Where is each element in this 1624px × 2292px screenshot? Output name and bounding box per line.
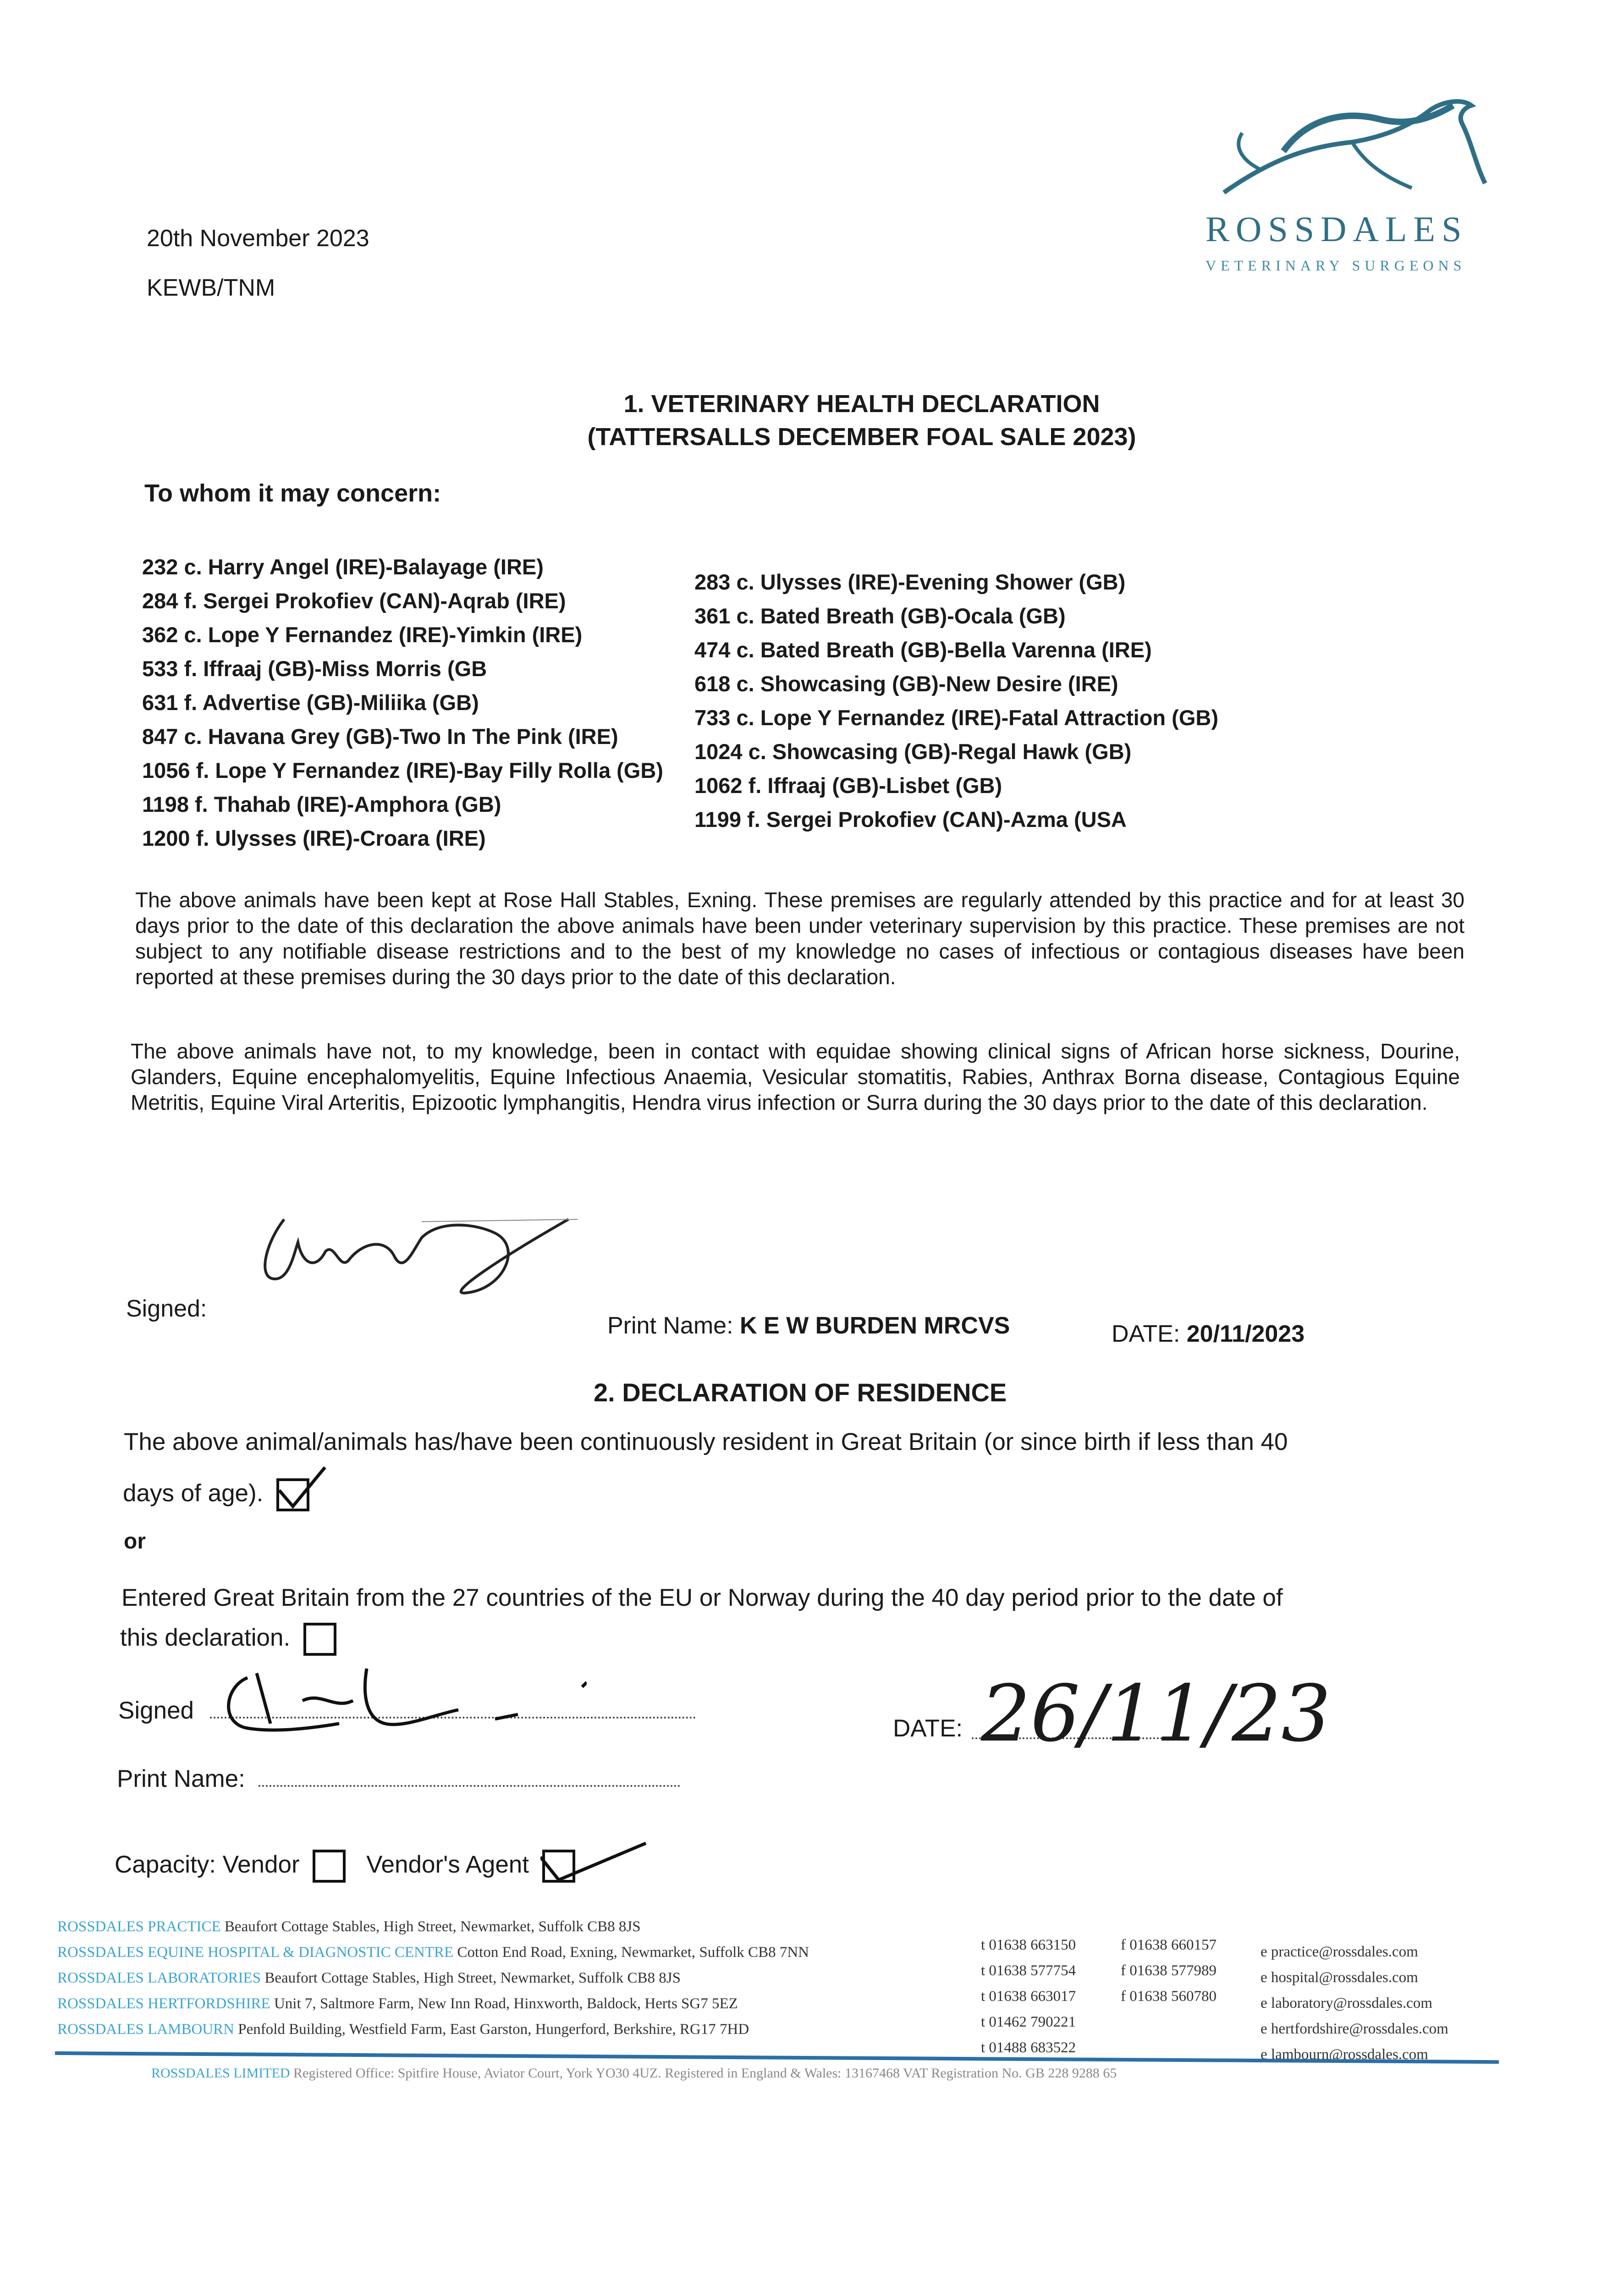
residence-option2-line2: this declaration. (120, 1624, 291, 1651)
footer-email[interactable]: e lambourn@rossdales.com (1261, 2046, 1428, 2063)
vendor-print-name-field[interactable] (259, 1767, 680, 1787)
lot-item: 1198 f. Thahab (IRE)-Amphora (GB) (142, 792, 501, 816)
date-label: DATE: (1112, 1321, 1180, 1347)
vendor-print-name-label: Print Name: (117, 1765, 245, 1792)
lot-item: 533 f. Iffraaj (GB)-Miss Morris (GB (142, 656, 487, 681)
signed-label: Signed: (126, 1295, 207, 1322)
footer-office: ROSSDALES PRACTICE Beaufort Cottage Stables, High Street, Newmarket, Suffolk CB8 8JS (57, 1918, 641, 1935)
footer-tel: t 01638 663150 (981, 1937, 1076, 1953)
footer-email[interactable]: e hospital@rossdales.com (1261, 1969, 1418, 1986)
vendor-date-handwritten: 26/11/23 (981, 1669, 1331, 1759)
or-label: or (124, 1529, 146, 1554)
footer-tel: t 01638 577754 (981, 1962, 1076, 1979)
print-name-value: K E W BURDEN MRCVS (739, 1312, 1010, 1339)
entered-eu-checkbox[interactable] (303, 1623, 336, 1656)
lot-item: 1200 f. Ulysses (IRE)-Croara (IRE) (142, 826, 486, 850)
lot-item: 618 c. Showcasing (GB)-New Desire (IRE) (694, 672, 1118, 696)
vendor-signature-icon (220, 1659, 587, 1737)
print-name-row (607, 1312, 1010, 1339)
lot-item: 1199 f. Sergei Prokofiev (CAN)-Azma (USA (694, 807, 1127, 832)
declaration-date-row (1112, 1320, 1305, 1348)
letter-reference: KEWB/TNM (147, 275, 275, 301)
lot-item: 284 f. Sergei Prokofiev (CAN)-Aqrab (IRE) (142, 589, 566, 613)
lot-item: 631 f. Advertise (GB)-Miliika (GB) (142, 690, 479, 715)
footer-company-line: ROSSDALES LIMITED Registered Office: Spitfire House, Aviator Court, York YO30 4UZ. Registered in England & Wales: 13167468 VAT Registration No. GB 228 9288 65 (151, 2066, 1117, 2081)
checkmark-icon (540, 1839, 650, 1889)
lot-item: 362 c. Lope Y Fernandez (IRE)-Yimkin (IRE) (142, 623, 583, 647)
lots-right-list (694, 565, 1218, 837)
lot-item: 361 c. Bated Breath (GB)-Ocala (GB) (694, 604, 1066, 628)
resident-checkbox[interactable] (276, 1478, 309, 1511)
residence-option1-line2: days of age). (123, 1480, 264, 1507)
vendor-checkbox[interactable] (313, 1850, 346, 1883)
letter-date: 20th November 2023 (147, 225, 369, 252)
section1-title-line1: 1. VETERINARY HEALTH DECLARATION (623, 390, 1100, 418)
footer-email[interactable]: e laboratory@rossdales.com (1261, 1995, 1432, 2011)
print-name-label: Print Name: (607, 1312, 733, 1339)
salutation: To whom it may concern: (144, 479, 441, 507)
footer-telephones (981, 1932, 1076, 2061)
vendors-agent-label: Vendor's Agent (366, 1851, 529, 1878)
footer-office: ROSSDALES LAMBOURN Penfold Building, Westfield Farm, East Garston, Hungerford, Berkshire, RG17 7HD (57, 2021, 749, 2038)
lot-item: 283 c. Ulysses (IRE)-Evening Shower (GB) (694, 570, 1126, 594)
lot-item: 847 c. Havana Grey (GB)-Two In The Pink (IRE) (142, 724, 618, 749)
footer-tel: t 01462 790221 (981, 2014, 1076, 2030)
footer-tel: t 01638 663017 (981, 1988, 1076, 2005)
footer-email[interactable]: e practice@rossdales.com (1261, 1944, 1418, 1960)
lot-item: 232 c. Harry Angel (IRE)-Balayage (IRE) (142, 555, 544, 579)
vet-signature-icon (248, 1201, 578, 1311)
checkmark-icon (270, 1463, 334, 1513)
section2-title: 2. DECLARATION OF RESIDENCE (594, 1378, 1007, 1407)
lots-left-list (142, 550, 663, 855)
lot-item: 1024 c. Showcasing (GB)-Regal Hawk (GB) (694, 739, 1132, 764)
logo-subtitle: VETERINARY SURGEONS (1206, 257, 1466, 274)
section1-title (495, 387, 1228, 453)
footer-fax (1121, 1932, 1217, 2009)
lot-item: 474 c. Bated Breath (GB)-Bella Varenna (IRE) (694, 638, 1152, 662)
footer-email[interactable]: e hertfordshire@rossdales.com (1261, 2021, 1448, 2037)
footer-office: ROSSDALES LABORATORIES Beaufort Cottage Stables, High Street, Newmarket, Suffolk CB8 8JS (57, 1970, 681, 1986)
horse-logo-icon (1215, 92, 1490, 206)
capacity-label: Capacity: Vendor (115, 1851, 300, 1878)
lot-item: 1062 f. Iffraaj (GB)-Lisbet (GB) (694, 773, 1002, 798)
footer-tel: t 01488 683522 (981, 2039, 1076, 2056)
footer-addresses (57, 1914, 809, 2042)
lot-item: 1056 f. Lope Y Fernandez (IRE)-Bay Filly Rolla (GB) (142, 758, 663, 782)
footer-emails (1261, 1939, 1448, 2067)
footer-office: ROSSDALES HERTFORDSHIRE Unit 7, Saltmore Farm, New Inn Road, Hinxworth, Baldock, Herts SG7 5EZ (57, 1995, 738, 2012)
vendor-print-name-row (117, 1765, 680, 1793)
residence-option1-line1: The above animal/animals has/have been continuously resident in Great Britain (or since birth if less than 40 (124, 1428, 1288, 1455)
vendors-agent-checkbox[interactable] (542, 1850, 575, 1883)
capacity-row (115, 1850, 575, 1883)
section1-title-line2: (TATTERSALLS DECEMBER FOAL SALE 2023) (587, 423, 1136, 451)
logo-name: ROSSDALES (1206, 209, 1468, 249)
residence-option2 (120, 1623, 336, 1656)
residence-option1 (123, 1478, 309, 1511)
footer-fax-number: f 01638 560780 (1121, 1988, 1217, 2005)
lot-item: 733 c. Lope Y Fernandez (IRE)-Fatal Attraction (GB) (694, 705, 1218, 730)
premises-paragraph: The above animals have been kept at Rose Hall Stables, Exning. These premises are regularly attended by this practice and for at least 30 days prior to the date of this declaration the above animals have been under veterinary supervision by this practice. These premises are not subject to any notifiable disease restrictions and to the best of my knowledge no cases of infectious or contagious diseases have been reported at these premises during the 30 days prior to the date of this declaration. (135, 888, 1464, 989)
footer-office: ROSSDALES EQUINE HOSPITAL & DIAGNOSTIC CENTRE Cotton End Road, Exning, Newmarket, Suffolk CB8 7NN (57, 1944, 809, 1961)
date-value: 20/11/2023 (1186, 1321, 1305, 1347)
rossdales-logo (1206, 92, 1499, 274)
vendor-signed-label: Signed (118, 1697, 194, 1724)
residence-option2-line1: Entered Great Britain from the 27 countries of the EU or Norway during the 40 day period prior to the date of (121, 1584, 1283, 1611)
vendor-date-label: DATE: (893, 1715, 963, 1742)
footer-fax-number: f 01638 577989 (1121, 1962, 1217, 1979)
footer-fax-number: f 01638 660157 (1121, 1937, 1217, 1953)
disease-contact-paragraph: The above animals have not, to my knowledge, been in contact with equidae showing clinical signs of African horse sickness, Dourine, Glanders, Equine encephalomyelitis, Equine Infectious Anaemia, Vesicular stomatitis, Rabies, Anthrax Borna disease, Contagious Equine Metritis, Equine Viral Arteritis, Epizootic lymphangitis, Hendra virus infection or Surra during the 30 days prior to the date of this declaration. (131, 1039, 1460, 1114)
